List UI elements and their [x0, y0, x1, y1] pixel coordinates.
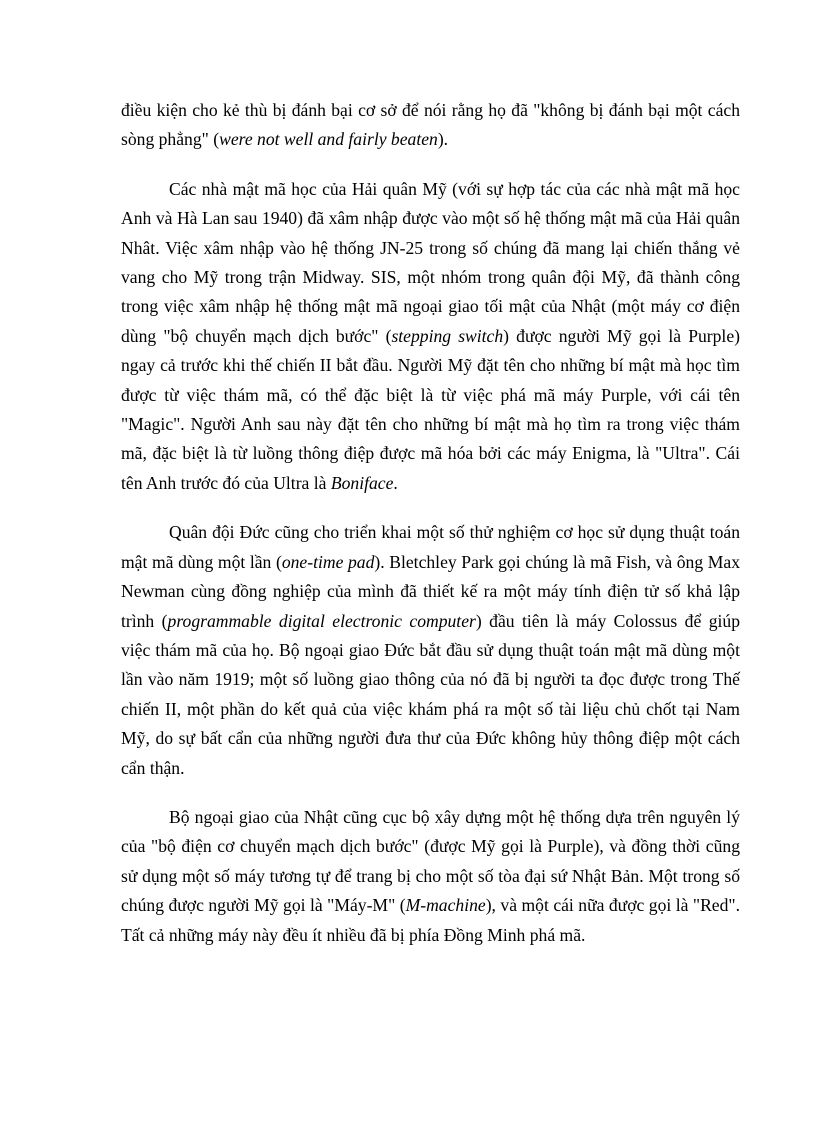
paragraph-1-run-3: ).	[437, 129, 449, 150]
paragraph-3-run-1: Quân đội Đức cũng cho triển khai một số thử nghiệm cơ học sử dụng thuật toán mật mã dùng một lần (	[121, 522, 740, 572]
paragraph-4-run-1: Bộ ngoại giao của Nhật cũng cục bộ xây dựng một hệ thống dựa trên nguyên lý của "bộ điện cơ chuyển mạch dịch bước" (được Mỹ gọi là Purple), và đồng thời cũng sử dụng một số máy tương tự để trang bị cho một số tòa đại sứ Nhật Bản. Một trong số chúng được người Mỹ gọi là "Máy-M" (	[121, 806, 740, 916]
paragraph-3-run-4: programmable digital electronic computer	[167, 610, 476, 631]
paragraph-1	[121, 96, 740, 155]
paragraph-3-run-2: one-time pad	[281, 551, 375, 572]
paragraph-1-run-2: were not well and fairly beaten	[219, 129, 438, 150]
paragraph-2-run-3: ) được người Mỹ gọi là Purple) ngay cả trước khi thế chiến II bắt đầu. Người Mỹ đặt tên cho những bí mật mà học tìm được từ việc thám mã, có thể đặc biệt là từ việc phá mã máy Purple, với cái tên "Magic". Người Anh sau này đặt tên cho những bí mật mà họ tìm ra trong việc thám mã, đặc biệt là từ luồng thông điệp được mã hóa bởi các máy Enigma, là "Ultra". Cái tên Anh trước đó của Ultra là	[121, 325, 740, 493]
paragraph-4-run-3: ), và một cái nữa được gọi là "Red". Tất cả những máy này đều ít nhiều đã bị phía Đồng Minh phá mã.	[121, 895, 740, 945]
paragraph-1-run-1: điều kiện cho kẻ thù bị đánh bại cơ sở để nói rằng họ đã "không bị đánh bại một cách sòng phẳng" (	[121, 100, 740, 150]
paragraph-2-run-4: Boniface	[330, 472, 394, 493]
paragraph-2-run-1: Các nhà mật mã học của Hải quân Mỹ (với sự hợp tác của các nhà mật mã học Anh và Hà Lan sau 1940) đã xâm nhập được vào một số hệ thống mật mã của Hải quân Nhât. Việc xâm nhập vào hệ thống JN-25 trong số chúng đã mang lại chiến thắng vẻ vang cho Mỹ trong trận Midway. SIS, một nhóm trong quân đội Mỹ, đã thành công trong việc xâm nhập hệ thống mật mã ngoại giao tối mật của Nhật (một máy cơ điện dùng "bộ chuyển mạch dịch bước" (	[121, 178, 740, 346]
paragraph-2-run-2: stepping switch	[391, 325, 504, 346]
paragraph-3-run-5: ) đầu tiên là máy Colossus để giúp việc thám mã của họ. Bộ ngoại giao Đức bắt đầu sử dụng thuật toán mật mã dùng một lần vào năm 1919; một số luồng giao thông của nó đã bị người ta đọc được trong Thế chiến II, một phần do kết quả của việc khám phá ra một số tài liệu chủ chốt tại Nam Mỹ, do sự bất cẩn của những người đưa thư của Đức không hủy thông điệp một cách cẩn thận.	[121, 610, 740, 778]
paragraph-4-run-2: M-machine	[405, 895, 486, 916]
paragraph-2-run-5: .	[393, 472, 398, 493]
paragraph-4	[121, 803, 740, 950]
paragraph-3	[121, 518, 740, 783]
paragraph-3-run-3: ). Bletchley Park gọi chúng là mã Fish, và ông Max Newman cùng đồng nghiệp của mình đã thiết kế ra một máy tính điện tử số khả lập trình (	[121, 551, 741, 631]
paragraph-2	[121, 175, 740, 498]
document-page	[121, 96, 740, 970]
